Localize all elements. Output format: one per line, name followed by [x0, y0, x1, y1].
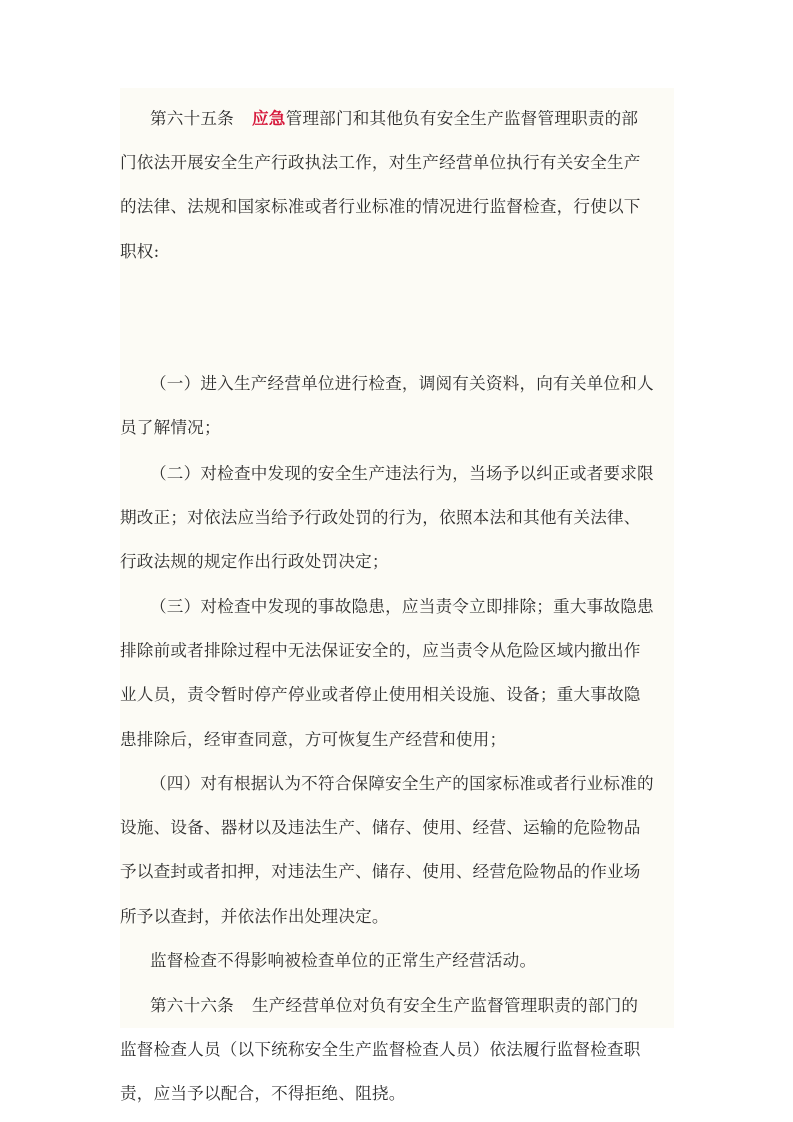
article-65-line-4: 职权: — [120, 241, 160, 261]
article-66-line-1-rest: 生产经营单位对负有安全生产监督管理职责的部门的 — [251, 996, 639, 1015]
item-1-line-1: （一）进入生产经营单位进行检查，调阅有关资料，向有关单位和人 — [150, 374, 654, 393]
article-66-paragraph — [120, 984, 674, 1117]
article-66-line-3: 责，应当予以配合，不得拒绝、阻挠。 — [120, 1084, 406, 1104]
article-65-line-1 — [120, 96, 674, 141]
item-2-paragraph — [120, 452, 674, 585]
item-1-line-2: 员了解情况； — [120, 418, 221, 438]
item-4-line-1: （四）对有根据认为不符合保障安全生产的国家标准或者行业标准的 — [150, 774, 654, 793]
article-65-line-3: 的法律、法规和国家标准或者行业标准的情况进行监督检查，行使以下 — [120, 197, 641, 217]
note-line: 监督检查不得影响被检查单位的正常生产经营活动。 — [150, 951, 537, 970]
note-paragraph — [120, 939, 674, 983]
item-3-line-4: 患排除后，经审查同意，方可恢复生产经营和使用； — [120, 729, 507, 749]
item-3-line-2: 排除前或者排除过程中无法保证安全的，应当责令从危险区域内撤出作 — [120, 641, 641, 661]
item-2-line-2: 期改正；对依法应当给予行政处罚的行为，依照本法和其他有关法律、 — [120, 508, 641, 528]
article-66-line-1 — [120, 984, 674, 1028]
item-4-line-4: 所予以查封，并依法作出处理决定。 — [120, 906, 389, 926]
item-1-paragraph — [120, 362, 674, 450]
item-4-paragraph — [120, 762, 674, 939]
article-65-label: 第六十五条 — [150, 109, 234, 128]
article-66-label: 第六十六条 — [150, 996, 234, 1015]
article-65-line-1-rest: 管理部门和其他负有安全生产监督管理职责的部 — [285, 109, 639, 128]
item-3-paragraph — [120, 585, 674, 762]
article-65-paragraph — [120, 96, 674, 274]
article-65-highlight: 应急 — [251, 108, 286, 128]
item-2-line-3: 行政法规的规定作出行政处罚决定； — [120, 552, 389, 572]
item-4-line-2: 设施、设备、器材以及违法生产、储存、使用、经营、运输的危险物品 — [120, 818, 641, 838]
item-4-line-3: 予以查封或者扣押，对违法生产、储存、使用、经营危险物品的作业场 — [120, 862, 641, 882]
article-65-line-2: 门依法开展安全生产行政执法工作，对生产经营单位执行有关安全生产 — [120, 153, 641, 173]
item-3-line-3: 业人员，责令暂时停产停业或者停止使用相关设施、设备；重大事故隐 — [120, 685, 641, 705]
document-text-block — [120, 88, 674, 1104]
article-66-line-2: 监督检查人员（以下统称安全生产监督检查人员）依法履行监督检查职 — [120, 1040, 641, 1060]
item-2-line-1: （二）对检查中发现的安全生产违法行为，当场予以纠正或者要求限 — [150, 464, 654, 483]
item-3-line-1: （三）对检查中发现的事故隐患，应当责令立即排除；重大事故隐患 — [150, 597, 654, 616]
